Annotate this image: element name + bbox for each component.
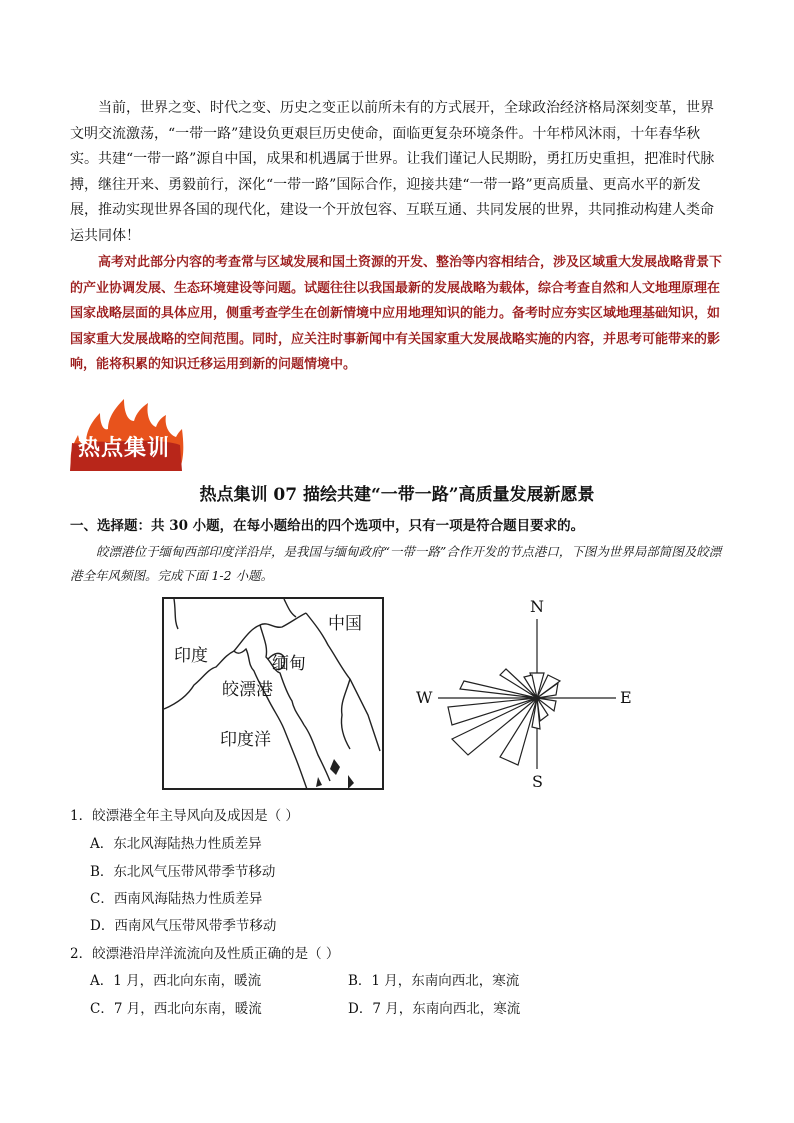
question-2: 2．皎漂港沿岸洋流流向及性质正确的是（ ） [70, 946, 340, 962]
wind-rose [408, 597, 638, 793]
wind-rose-north: N [530, 597, 544, 616]
wind-rose-diagram [408, 597, 638, 793]
region-map [162, 597, 384, 790]
map-label-india: 印度 [174, 646, 208, 666]
page-title: 热点集训 07 描绘共建“一带一路”高质量发展新愿景 [199, 485, 595, 505]
banner-label: 热点集训 [78, 436, 171, 461]
q2-option-a[interactable]: A．1 月，西北向东南，暖流 [90, 973, 262, 989]
q1-option-d[interactable]: D．西南风气压带风带季节移动 [90, 918, 277, 934]
q1-option-c[interactable]: C．西南风海陆热力性质差异 [90, 891, 263, 907]
map-label-china: 中国 [328, 614, 362, 634]
map-label-indian-ocean: 印度洋 [220, 730, 271, 750]
wind-rose-east: E [620, 688, 632, 707]
q2-option-c[interactable]: C．7 月，西北向东南，暖流 [90, 1001, 262, 1017]
map-label-myanmar: 缅甸 [272, 654, 306, 674]
question-1: 1．皎漂港全年主导风向及成因是（ ） [70, 808, 299, 824]
map-label-kyaukphyu-port: 皎漂港 [222, 680, 273, 700]
q2-option-b[interactable]: B．1 月，东南向西北，寒流 [348, 973, 520, 989]
question-stem: 皎漂港位于缅甸西部印度洋沿岸，是我国与缅甸政府“一带一路”合作开发的节点港口，下图为世界局部简图及皎漂港全年风频图。完成下面 1-2 小题。 [70, 544, 722, 583]
intro-paragraph: 当前，世界之变、时代之变、历史之变正以前所未有的方式展开，全球政治经济格局深刻变革，世界文明交流激荡，“一带一路”建设负更艰巨历史使命，面临更复杂环境条件。十年栉风沐雨，十年春华秋实。共建“一带一路”源自中国，成果和机遇属于世界。让我们谨记人民期盼，勇扛历史重担，把准时代脉搏，继往开来、勇毅前行，深化“一带一路”国际合作，迎接共建“一带一路”更高质量、更高水平的新发展，推动实现世界各国的现代化，建设一个开放包容、互联互通、共同发展的世界，共同推动构建人类命运共同体！ [70, 100, 715, 244]
section-heading: 一、选择题：共 30 小题，在每小题给出的四个选项中，只有一项是符合题目要求的。 [70, 518, 585, 534]
q1-option-a[interactable]: A．东北风海陆热力性质差异 [90, 836, 262, 852]
q2-option-d[interactable]: D．7 月，东南向西北，寒流 [348, 1001, 521, 1017]
wind-rose-south: S [532, 772, 543, 791]
exam-note-paragraph: 高考对此部分内容的考查常与区域发展和国土资源的开发、整治等内容相结合，涉及区域重大发展战略背景下的产业协调发展、生态环境建设等问题。试题往往以我国最新的发展战略为载体，综合考查自然和人文地理原理在国家战略层面的具体应用，侧重考查学生在创新情境中应用地理知识的能力。备考时应夯实区域地理基础知识，如国家重大发展战略的空间范围。同时，应关注时事新闻中有关国家重大发展战略实施的内容，并思考可能带来的影响，能将积累的知识迁移运用到新的问题情境中。 [70, 255, 723, 373]
q1-option-b[interactable]: B．东北风气压带风带季节移动 [90, 864, 276, 880]
wind-rose-west: W [416, 688, 433, 707]
hot-topic-banner [66, 395, 186, 473]
